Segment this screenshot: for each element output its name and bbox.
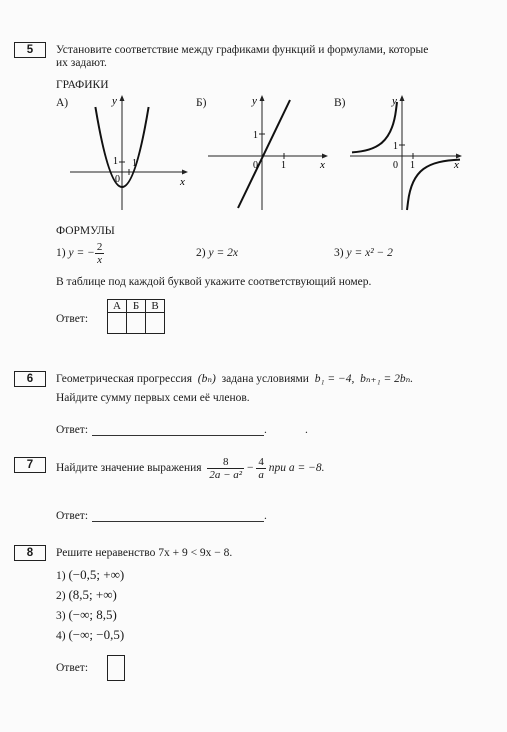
- graph-a: [68, 92, 198, 212]
- task8-answer-box[interactable]: [107, 655, 125, 681]
- formula-1-fraction: [95, 241, 105, 266]
- graph-b-axis-x: x: [320, 159, 325, 171]
- graph-a-tick-y: 1: [113, 156, 118, 167]
- task6-sequence: (bₙ): [197, 373, 216, 385]
- task8-number: 8: [14, 545, 46, 561]
- task7-fraction-1-numerator: 8: [207, 456, 244, 469]
- task8-option-3-text: (−∞; 8,5): [68, 607, 117, 622]
- task8-option-1-number: 1): [56, 570, 66, 582]
- formula-3-text: y = x² − 2: [346, 247, 393, 259]
- task8-options: [56, 568, 124, 648]
- graph-c-axis-x: x: [454, 159, 459, 171]
- task5-number: 5: [14, 42, 46, 58]
- formula-1-denominator: x: [97, 254, 103, 266]
- formula-1-lhs: y = −: [68, 247, 95, 260]
- task7-answer-dot: .: [264, 510, 267, 522]
- task8-option-3[interactable]: [56, 608, 124, 628]
- task7-minus: −: [246, 462, 254, 475]
- formula-3: [334, 247, 393, 260]
- task8-option-4-number: 4): [56, 630, 66, 642]
- task6-condition-1: b₁ = −4,: [314, 373, 355, 385]
- task7-prompt-start: Найдите значение выражения: [56, 462, 202, 475]
- graph-b-origin: 0: [253, 160, 258, 171]
- task6-condition-2: bₙ₊₁ = 2bₙ.: [360, 373, 414, 385]
- task5-instruction: В таблице под каждой буквой укажите соответствующий номер.: [56, 276, 372, 288]
- task7-answer-label: Ответ:: [56, 510, 89, 522]
- formula-2-number: 2): [196, 247, 206, 259]
- graph-c-tick-x: 1: [410, 160, 415, 171]
- task6-prompt-line1: [56, 373, 413, 386]
- graph-a-origin: 0: [115, 174, 120, 185]
- task6-prompt-start: Геометрическая прогрессия: [56, 373, 192, 385]
- formula-1-numerator: 2: [96, 241, 103, 253]
- task7-fraction-2-denominator: a: [258, 469, 264, 481]
- formula-3-number: 3): [334, 247, 344, 259]
- task5-prompt-line1: Установите соответствие между графиками функций и формулами, которые: [56, 44, 429, 56]
- answer-cell-b[interactable]: [127, 313, 146, 334]
- task8-option-3-number: 3): [56, 610, 66, 622]
- task6-answer-dot: .: [264, 424, 267, 436]
- task8-option-4[interactable]: [56, 628, 124, 648]
- answer-table-header-c: В: [146, 300, 165, 313]
- graph-label-b: Б): [196, 97, 207, 109]
- task7-fraction-2: [256, 456, 266, 481]
- task8-prompt: Решите неравенство 7x + 9 < 9x − 8.: [56, 547, 233, 559]
- formula-2: [196, 247, 238, 260]
- task6-answer-line[interactable]: [92, 435, 264, 436]
- formula-2-text: y = 2x: [208, 247, 238, 259]
- graph-label-a: А): [56, 97, 69, 109]
- task8-option-2-number: 2): [56, 590, 66, 602]
- task8-option-4-text: (−∞; −0,5): [68, 627, 125, 642]
- formulas-heading: ФОРМУЛЫ: [56, 225, 115, 237]
- task7-fraction-1: [207, 456, 244, 481]
- task5-answer-table: [107, 299, 165, 334]
- answer-table-header-b: Б: [127, 300, 146, 313]
- graph-c-axis-y: y: [392, 95, 397, 107]
- task8-option-1-text: (−0,5; +∞): [68, 567, 125, 582]
- task7-fraction-1-denominator: 2a − a²: [209, 469, 243, 481]
- graphs-heading: ГРАФИКИ: [56, 79, 109, 91]
- task7-number: 7: [14, 457, 46, 473]
- task6-number: 6: [14, 371, 46, 387]
- graph-c: [346, 92, 470, 212]
- task5-answer-label: Ответ:: [56, 313, 89, 325]
- answer-table-header-a: А: [108, 300, 127, 313]
- graph-c-tick-y: 1: [393, 141, 398, 152]
- task8-option-1[interactable]: [56, 568, 124, 588]
- task6-prompt-line2: Найдите сумму первых семи её членов.: [56, 392, 250, 404]
- task8-option-2[interactable]: [56, 588, 124, 608]
- graph-a-axis-x: x: [180, 176, 185, 188]
- task8-option-2-text: (8,5; +∞): [68, 587, 117, 602]
- graph-b-axis-y: y: [252, 95, 257, 107]
- graph-a-tick-x: 1: [132, 158, 137, 169]
- formula-1-number: 1): [56, 247, 66, 260]
- task7-fraction-2-numerator: 4: [258, 456, 264, 468]
- answer-cell-c[interactable]: [146, 313, 165, 334]
- task7-answer-line[interactable]: [92, 521, 264, 522]
- answer-cell-a[interactable]: [108, 313, 127, 334]
- formula-1: [56, 241, 104, 266]
- task5-prompt-line2: их задают.: [56, 57, 107, 69]
- task8-answer-label: Ответ:: [56, 662, 89, 674]
- graph-b: [204, 92, 334, 212]
- task7-prompt: [56, 456, 325, 481]
- graph-b-tick-x: 1: [281, 160, 286, 171]
- task6-stray-dot: .: [305, 424, 308, 436]
- graph-a-axis-y: y: [112, 95, 117, 107]
- task6-prompt-mid: задана условиями: [221, 373, 309, 385]
- task6-answer-label: Ответ:: [56, 424, 89, 436]
- graph-b-tick-y: 1: [253, 130, 258, 141]
- graph-c-origin: 0: [393, 160, 398, 171]
- task7-prompt-end: при a = −8.: [268, 462, 325, 475]
- graph-label-c: В): [334, 97, 346, 109]
